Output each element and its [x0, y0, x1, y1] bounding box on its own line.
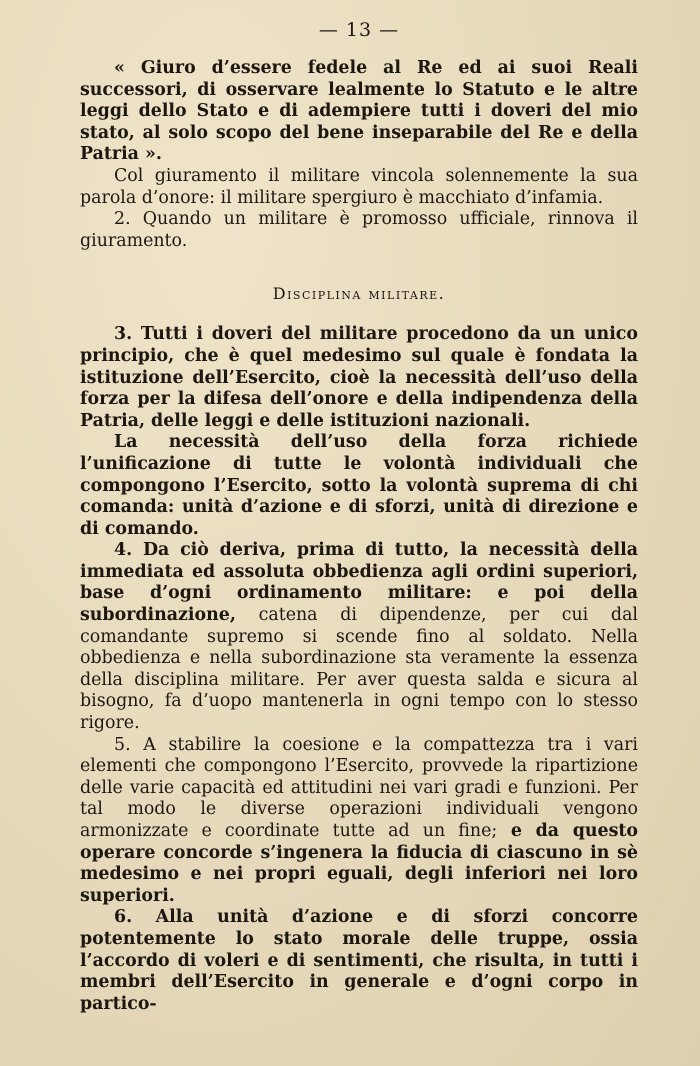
paragraph-5-rest: 5. A stabilire la coesione e la compattezza tra i vari elementi che compongono l’Esercito, provvede la ripartizione delle varie capacità ed attitudini nei vari gradi e funzioni. Per tal modo le diverse operazioni individuali vengono armonizzate e coordinate tutte ad un fine; [80, 734, 638, 841]
paragraph-4-bold: 4. Da ciò deriva, prima di tutto, la necessità della immediata ed assoluta obbedienza agli ordini superiori, base d’ogni ordinamento militare: e poi della subordinazione, [80, 540, 638, 626]
section-heading: Disciplina militare. [272, 284, 446, 304]
paragraph-5 [80, 735, 638, 908]
paragraph-3: 3. Tutti i doveri del militare procedono da un unico principio, che è quel medesimo sul quale è fondata la istituzione dell’Esercito, cioè la necessità dell’uso della forza per la difesa dell’onore e della indipendenza della Patria, delle leggi e delle istituzioni nazionali. [80, 324, 638, 431]
paragraph-2: 2. Quando un militare è promosso ufficiale, rinnova il giuramento. [80, 209, 638, 251]
paragraph-3b: La necessità dell’uso della forza richiede l’unificazione di tutte le volontà individuali che compongono l’Esercito, sotto la volontà suprema di chi comanda: unità d’azione e di sforzi, unità di direzione e di comando. [80, 432, 638, 539]
paragraph-4-rest: catena di dipendenze, per cui dal comandante supremo si scende fino al soldato. Nella obbedienza e nella subordinazione sta veramente la essenza della disciplina militare. Per aver questa salda e sicura al bisogno, fa d’uopo mantenerla in ogni tempo con lo stesso rigore. [80, 605, 638, 734]
page-number: — 13 — [318, 19, 400, 41]
paragraph-4 [80, 540, 638, 734]
paragraph-5-bold: e da questo operare concorde s’ingenera la fiducia di ciascuno in sè medesimo e nei propri eguali, degli inferiori nei loro superiori. [80, 821, 638, 906]
oath-paragraph: « Giuro d’essere fedele al Re ed ai suoi Reali successori, di osservare lealmente lo Statuto e le altre leggi dello Stato e di adempiere tutti i doveri del mio stato, al solo scopo del bene inseparabile del Re e della Patria ». [80, 58, 638, 165]
paragraph-6: 6. Alla unità d’azione e di sforzi concorre potentemente lo stato morale delle truppe, ossia l’accordo di voleri e di sentimenti, che risulta, in tutti i membri dell’Esercito in generale e d’ogni corpo in partico- [80, 907, 638, 1014]
oath-comment-paragraph: Col giuramento il militare vincola solennemente la sua parola d’onore: il militare spergiuro è macchiato d’infamia. [80, 165, 638, 208]
